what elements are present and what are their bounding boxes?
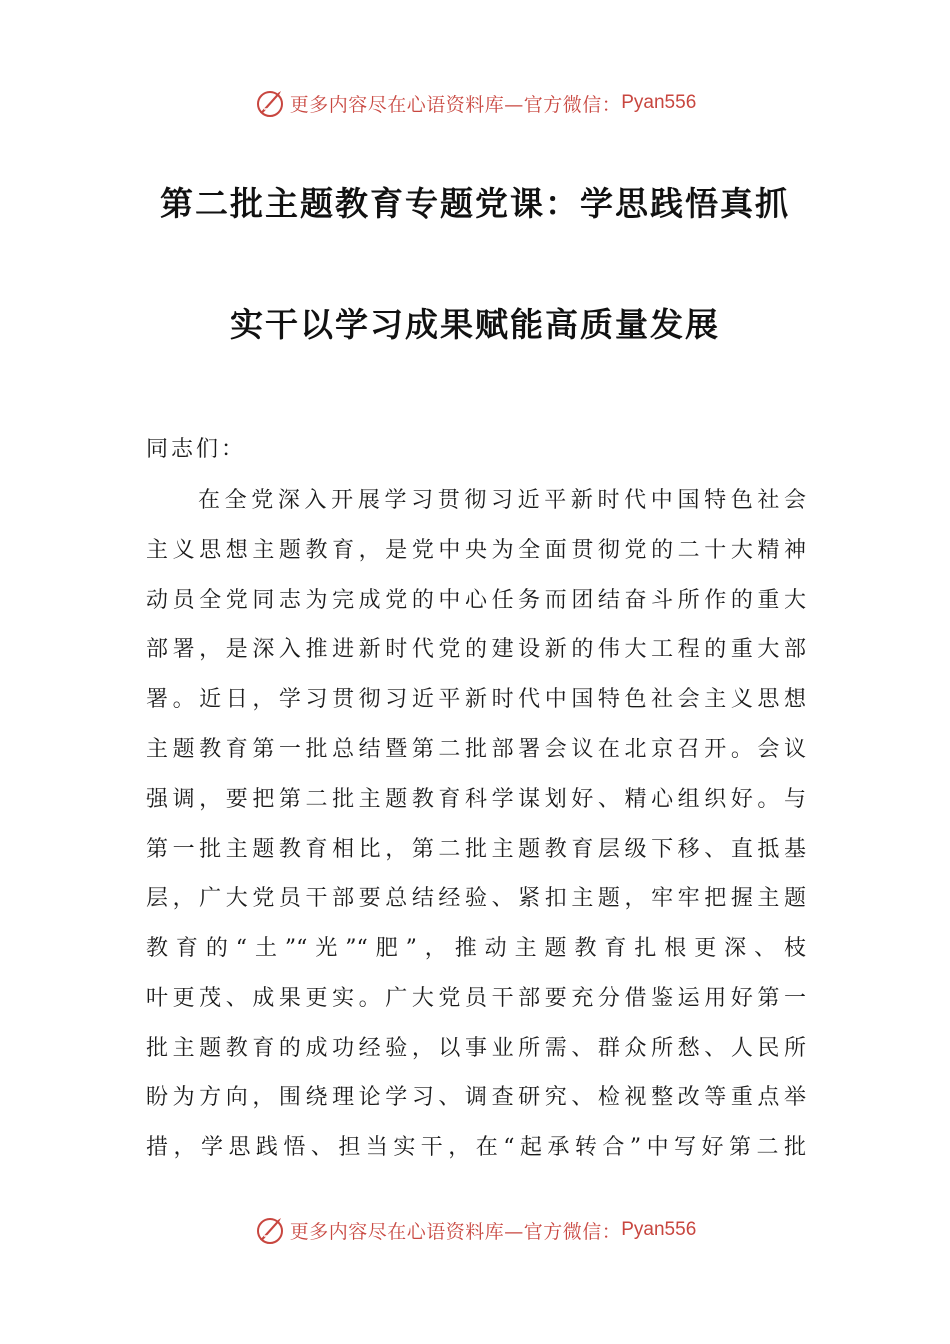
body-line: 盼为方向，围绕理论学习、调查研究、检视整改等重点举 — [146, 1085, 806, 1110]
body-line: 教育的“土”“光”“肥”，推动主题教育扎根更深、枝 — [146, 936, 806, 961]
body-line: 叶更茂、成果更实。广大党员干部要充分借鉴运用好第一 — [146, 986, 806, 1011]
body-line: 批主题教育的成功经验，以事业所需、群众所愁、人民所 — [146, 1036, 806, 1061]
banner-wechat-label: 官方微信： — [523, 93, 622, 116]
banner-brand-text: 更多内容尽在心语资料库— — [289, 1220, 524, 1243]
footer-banner — [0, 1210, 950, 1250]
body-line: 署。近日，学习贯彻习近平新时代中国特色社会主义思想 — [146, 687, 806, 712]
body-line: 第一批主题教育相比，第二批主题教育层级下移、直抵基 — [146, 837, 806, 862]
body-line: 主题教育第一批总结暨第二批部署会议在北京召开。会议 — [146, 737, 806, 762]
body-line: 强调，要把第二批主题教育科学谋划好、精心组织好。与 — [146, 787, 806, 812]
quill-pen-logo-icon — [254, 87, 286, 119]
body-line: 措，学思践悟、担当实干，在“起承转合”中写好第二批 — [146, 1135, 806, 1160]
banner-brand-text: 更多内容尽在心语资料库— — [289, 93, 524, 116]
body-line: 部署，是深入推进新时代党的建设新的伟大工程的重大部 — [146, 637, 806, 662]
document-title-line-2: 实干以学习成果赋能高质量发展 — [230, 305, 720, 344]
body-line: 主义思想主题教育，是党中央为全面贯彻党的二十大精神 — [146, 538, 806, 563]
banner-wechat-label: 官方微信： — [523, 1220, 622, 1243]
greeting: 同志们： — [146, 437, 247, 462]
banner-wechat-id: Pyan556 — [621, 1219, 697, 1240]
quill-pen-logo-icon — [254, 1214, 286, 1246]
document-title-line-1: 第二批主题教育专题党课：学思践悟真抓 — [160, 184, 790, 223]
banner-wechat-id: Pyan556 — [621, 92, 697, 113]
header-banner — [0, 83, 950, 123]
body-line: 在全党深入开展学习贯彻习近平新时代中国特色社会 — [198, 488, 806, 513]
body-line: 层，广大党员干部要总结经验、紧扣主题，牢牢把握主题 — [146, 886, 806, 911]
body-line: 动员全党同志为完成党的中心任务而团结奋斗所作的重大 — [146, 588, 806, 613]
